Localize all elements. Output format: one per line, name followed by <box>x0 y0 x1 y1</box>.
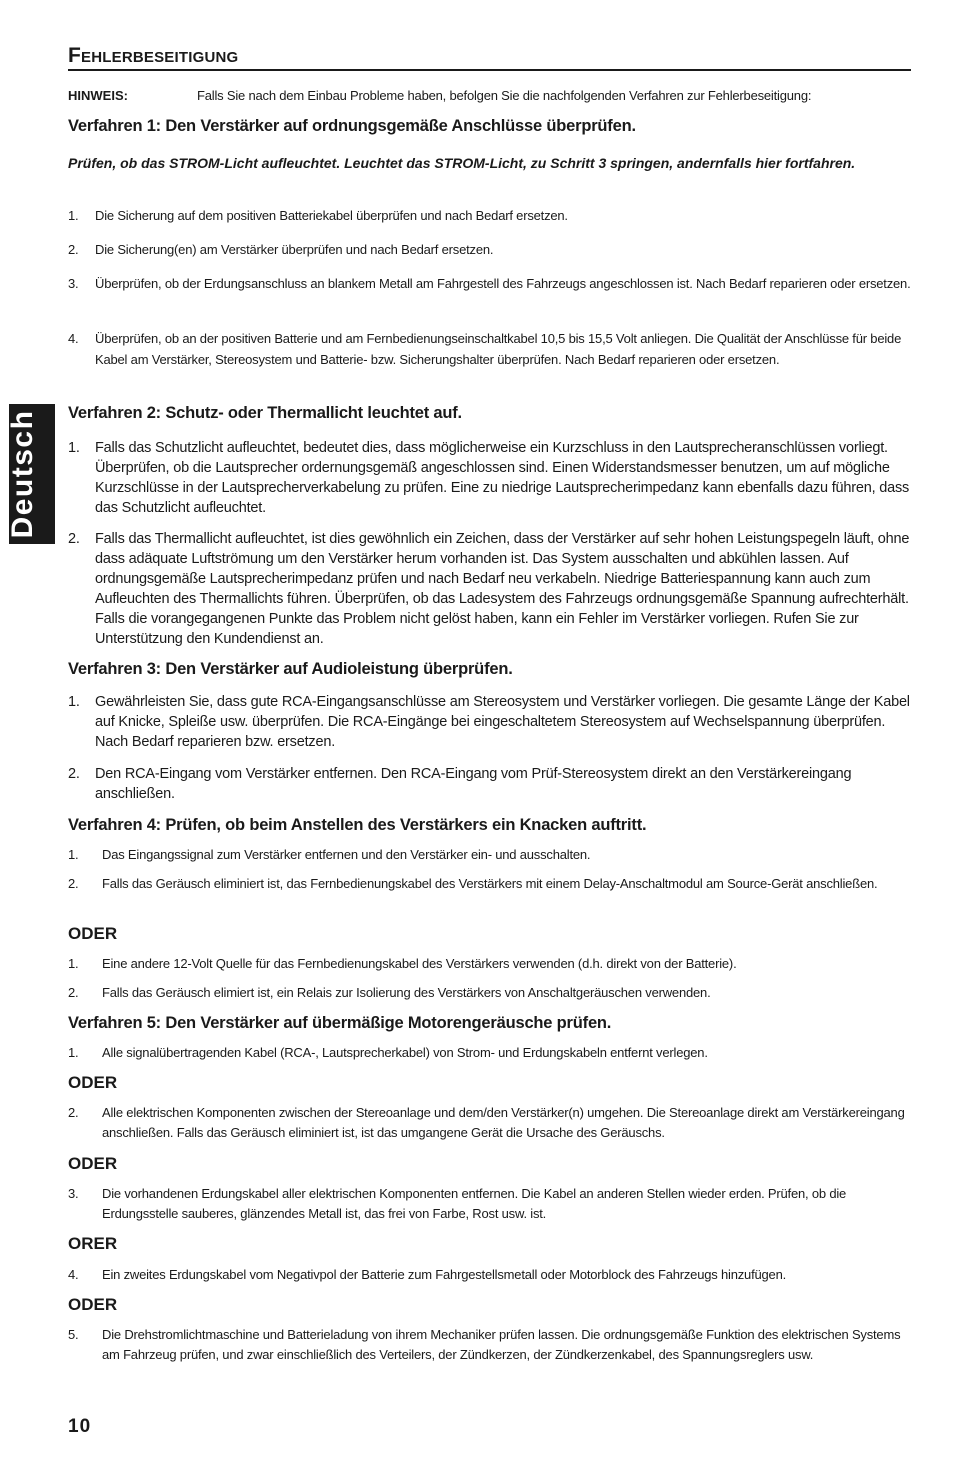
list-item-text: Den RCA-Eingang vom Verstärker entfernen. Den RCA-Eingang vom Prüf-Stereosystem direkt an den Verstärkereingang anschließen. <box>95 766 852 802</box>
list-item-number: 1. <box>68 694 80 710</box>
list-item <box>68 845 913 865</box>
list-item-text: Die Drehstromlichtmaschine und Batterieladung von ihrem Mechaniker prüfen lassen. Die ordnungsgemäße Funktion des elektrischen Systems am Fahrzeug prüfen, und zwar einschließlich des Verteilers, der Zündkerzen, der Zündkerzenkabel, des Spannungsreglers usw. <box>102 1327 901 1362</box>
or-label: ORER <box>68 1234 118 1253</box>
procedure-1-intro: Prüfen, ob das STROM-Licht aufleuchtet. Leuchtet das STROM-Licht, zu Schritt 3 springen, andernfalls hier fortfahren. <box>68 155 856 171</box>
list-item <box>68 954 913 974</box>
list-item-number: 2. <box>68 1105 79 1120</box>
list-item-number: 1. <box>68 1045 79 1060</box>
section-title: Fehlerbeseitigung <box>68 44 239 67</box>
list-item-text: Falls das Thermallicht aufleuchtet, ist dies gewöhnlich ein Zeichen, dass der Verstärker auf sehr hohen Leistungspegeln läuft, ohne dass adäquate Luftströmung um den Verstärker herum vorhanden ist. Das System ausschalten und abkühlen lassen. Auf ordnungsgemäße Lautsprecherimpedanz prüfen und nach Bedarf neu verkabeln. Niedrige Batteriespannung kann auch zum Aufleuchten des Thermallichts führen. Überprüfen, ob das Ladesystem des Fahrzeugs ordnungsgemäße Spannung aufrechterhält. Falls die vorangegangenen Punkte das Problem nicht gelöst haben, kann ein Fehler im Verstärker vorliegen. Rufen Sie zur Unterstützung den Kundendienst an. <box>95 531 910 647</box>
list-item-text: Überprüfen, ob der Erdungsanschluss an blankem Metall am Fahrgestell des Fahrzeugs angeschlossen ist. Nach Bedarf reparieren oder ersetzen. <box>95 276 911 291</box>
procedure-3-heading: Verfahren 3: Den Verstärker auf Audioleistung überprüfen. <box>68 660 513 678</box>
list-item <box>68 983 913 1003</box>
list-item <box>68 1325 913 1365</box>
list-item-number: 3. <box>68 1186 79 1201</box>
list-item-text: Alle elektrischen Komponenten zwischen der Stereoanlage und dem/den Verstärker(n) umgehen. Die Stereoanlage direkt am Verstärkereingang anschließen. Falls das Geräusch eliminiert ist, ist das umgangene Gerät die Ursache des Geräuschs. <box>102 1105 905 1140</box>
procedure-2-heading: Verfahren 2: Schutz- oder Thermallicht leuchtet auf. <box>68 404 462 422</box>
or-label: ODER <box>68 1154 118 1173</box>
list-item-number: 2. <box>68 876 79 891</box>
list-item <box>68 1043 913 1063</box>
list-item-number: 2. <box>68 766 80 782</box>
list-item-text: Falls das Geräusch elimiert ist, ein Relais zur Isolierung des Verstärkers von Anschaltgeräuschen verwenden. <box>102 985 711 1000</box>
note-label: HINWEIS: <box>68 88 128 103</box>
list-item-number: 4. <box>68 1267 79 1282</box>
list-item <box>68 328 913 370</box>
list-item-number: 2. <box>68 531 80 547</box>
list-item <box>68 1103 913 1143</box>
list-item-text: Überprüfen, ob an der positiven Batterie und am Fernbedienungseinschaltkabel 10,5 bis 15,5 Volt anliegen. Die Qualität der Anschlüsse für beide Kabel am Verstärker, Stereosystem und Batterie- bzw. Sicherungshalter überprüfen. Nach Bedarf reparieren oder ersetzen. <box>95 331 902 367</box>
list-item <box>68 239 913 260</box>
list-item-number: 2. <box>68 242 79 257</box>
title-rule <box>68 69 911 71</box>
list-item-text: Falls das Geräusch eliminiert ist, das Fernbedienungskabel des Verstärkers mit einem Delay-Anschaltmodul am Source-Gerät anschließen. <box>102 876 878 891</box>
list-item <box>68 1265 913 1285</box>
page-number: 10 <box>68 1416 92 1437</box>
list-item-text: Ein zweites Erdungskabel vom Negativpol der Batterie zum Fahrgestellsmetall oder Motorblock des Fahrzeugs hinzufügen. <box>102 1267 787 1282</box>
list-item-text: Die vorhandenen Erdungskabel aller elektrischen Komponenten entfernen. Die Kabel an anderen Stellen wieder erden. Prüfen, ob die Erdungsstelle sauberes, glänzendes Metall ist, das frei von Farbe, Rost usw. ist. <box>102 1186 847 1221</box>
note-text: Falls Sie nach dem Einbau Probleme haben, befolgen Sie die nachfolgenden Verfahren zur Fehlerbeseitigung: <box>197 88 812 103</box>
procedure-4-heading: Verfahren 4: Prüfen, ob beim Anstellen des Verstärkers ein Knacken auftritt. <box>68 816 647 834</box>
list-item-number: 1. <box>68 440 80 456</box>
list-item-number: 5. <box>68 1327 79 1342</box>
list-item <box>68 692 913 752</box>
language-side-tab-label: Deutsch <box>6 409 39 539</box>
list-item <box>68 205 913 226</box>
list-item <box>68 273 913 294</box>
list-item-text: Gewährleisten Sie, dass gute RCA-Eingangsanschlüsse am Stereosystem und Verstärker vorliegen. Die gesamte Länge der Kabel auf Knicke, Spleiße usw. überprüfen. Die RCA-Eingänge bei eingeschaltetem Stereosystem auf Wechselspannung überprüfen. Nach Bedarf reparieren bzw. ersetzen. <box>95 694 910 750</box>
list-item-text: Alle signalübertragenden Kabel (RCA-, Lautsprecherkabel) von Strom- und Erdungskabeln entfernt verlegen. <box>102 1045 708 1060</box>
list-item-text: Das Eingangssignal zum Verstärker entfernen und den Verstärker ein- und ausschalten. <box>102 847 591 862</box>
list-item <box>68 1184 913 1224</box>
list-item-number: 1. <box>68 956 79 971</box>
list-item-text: Falls das Schutzlicht aufleuchtet, bedeutet dies, dass möglicherweise ein Kurzschluss in den Lautsprecheranschlüssen vorliegt. Überprüfen, ob die Lautsprecher ordernungsgemäß angeschlossen sind. Einen Widerstandsmesser benutzen, um auf mögliche Kurzschlüsse in der Lautsprecherverkabelung zu prüfen. Eine zu niedrige Lautsprecherimpedanz kann ebenfalls dazu führen, dass das Schutzlicht aufleuchtet. <box>95 440 910 516</box>
list-item <box>68 529 913 649</box>
procedure-5-heading: Verfahren 5: Den Verstärker auf übermäßige Motorengeräusche prüfen. <box>68 1014 612 1032</box>
list-item <box>68 764 913 804</box>
or-label: ODER <box>68 924 118 943</box>
list-item-number: 3. <box>68 276 79 291</box>
list-item-text: Die Sicherung(en) am Verstärker überprüfen und nach Bedarf ersetzen. <box>95 242 494 257</box>
list-item-text: Eine andere 12-Volt Quelle für das Fernbedienungskabel des Verstärkers verwenden (d.h. direkt von der Batterie). <box>102 956 737 971</box>
list-item <box>68 438 913 518</box>
or-label: ODER <box>68 1073 118 1092</box>
list-item-text: Die Sicherung auf dem positiven Batteriekabel überprüfen und nach Bedarf ersetzen. <box>95 208 568 223</box>
procedure-1-heading: Verfahren 1: Den Verstärker auf ordnungsgemäße Anschlüsse überprüfen. <box>68 117 636 135</box>
list-item-number: 4. <box>68 331 79 346</box>
list-item-number: 1. <box>68 208 79 223</box>
list-item-number: 2. <box>68 985 79 1000</box>
or-label: ODER <box>68 1295 118 1314</box>
list-item-number: 1. <box>68 847 79 862</box>
list-item <box>68 874 913 894</box>
